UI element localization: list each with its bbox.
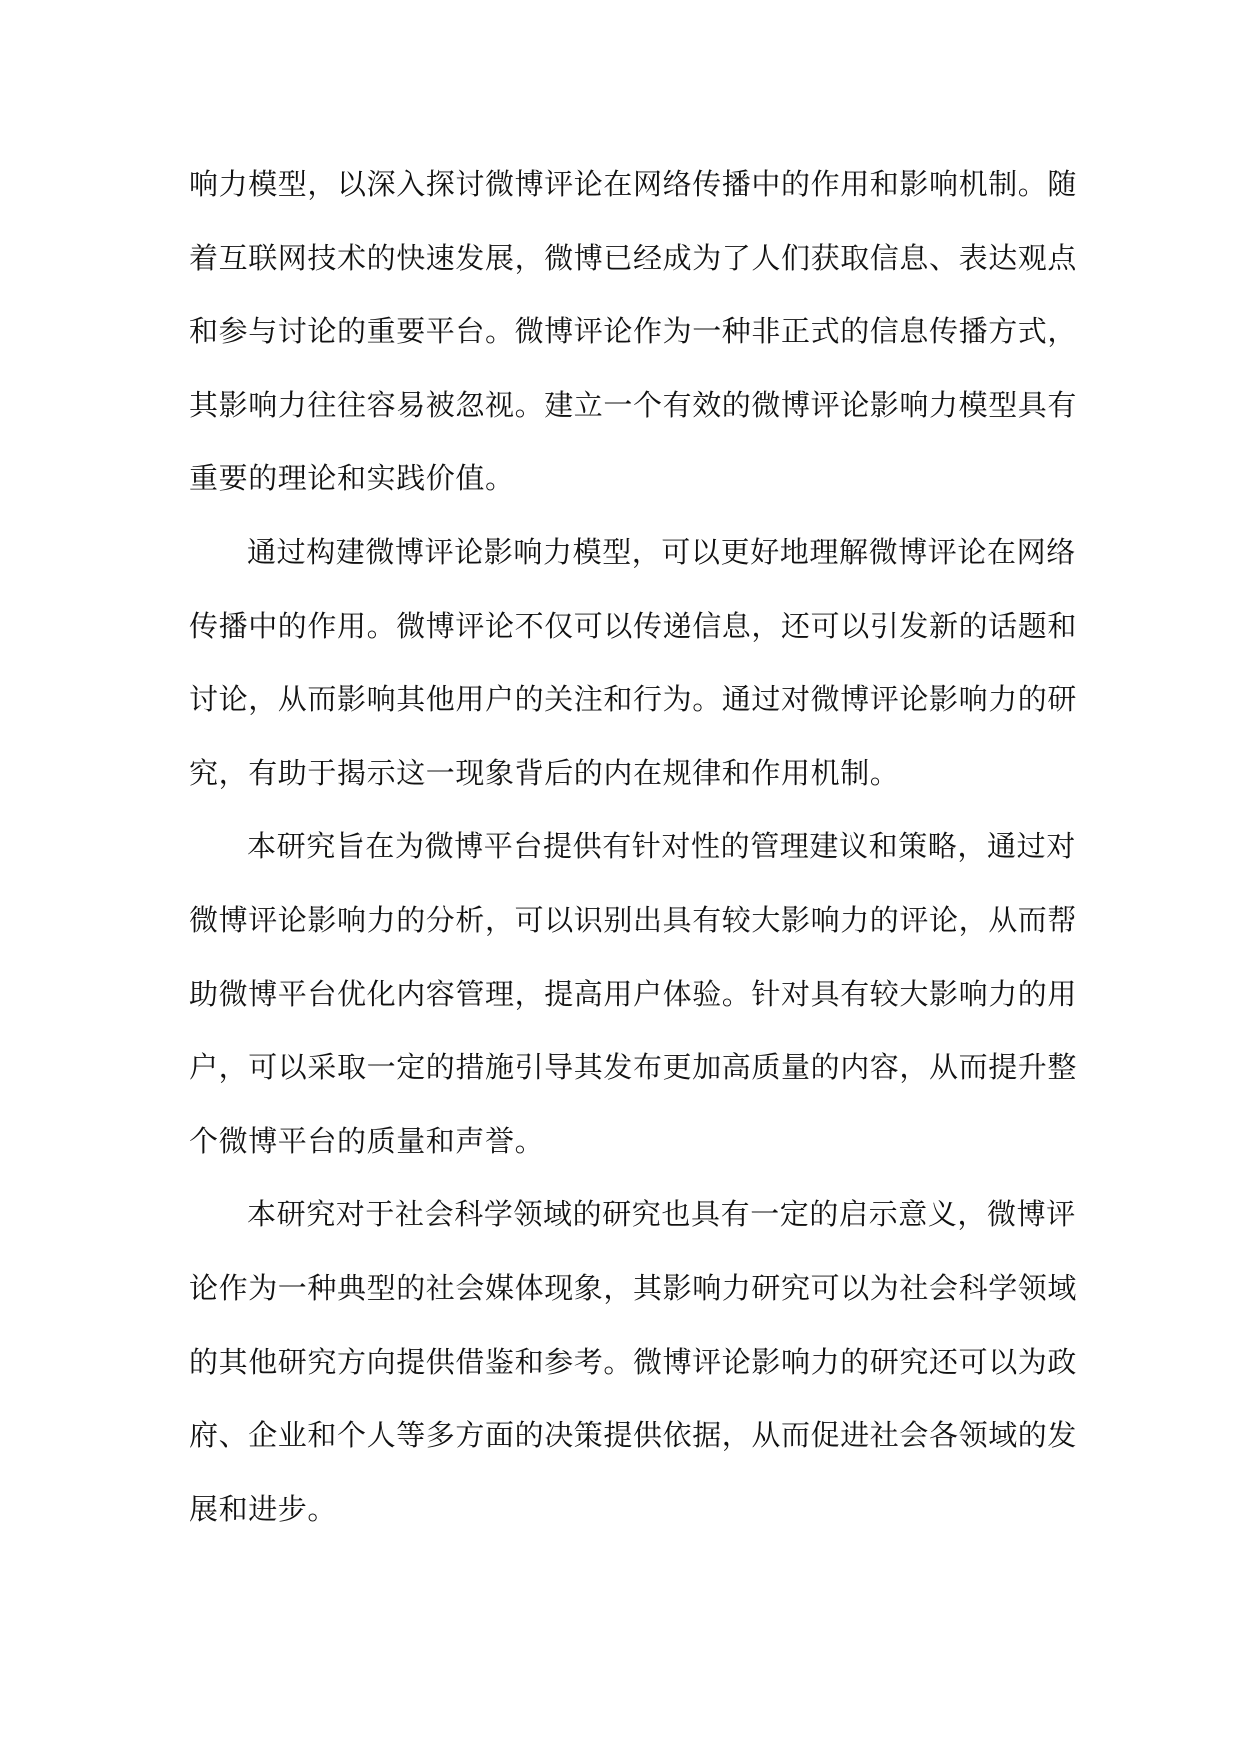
text-line: 究，有助于揭示这一现象背后的内在规律和作用机制。	[189, 755, 900, 790]
text-line: 通过构建微博评论影响力模型，可以更好地理解微博评论在网络	[247, 534, 1076, 569]
text-line: 微博评论影响力的分析，可以识别出具有较大影响力的评论，从而帮	[189, 902, 1078, 937]
text-line: 户，可以采取一定的措施引导其发布更加高质量的内容，从而提升整	[189, 1050, 1078, 1085]
text-line: 助微博平台优化内容管理，提高用户体验。针对具有较大影响力的用	[189, 976, 1078, 1011]
text-line: 响力模型，以深入探讨微博评论在网络传播中的作用和影响机制。随	[189, 167, 1078, 201]
text-line: 本研究旨在为微博平台提供有针对性的管理建议和策略，通过对	[247, 829, 1076, 864]
text-line: 个微博平台的质量和声誉。	[189, 1123, 545, 1158]
paragraph-2	[189, 516, 1078, 810]
text-line: 府、企业和个人等多方面的决策提供依据，从而促进社会各领域的发	[189, 1418, 1078, 1453]
text-line: 的其他研究方向提供借鉴和参考。微博评论影响力的研究还可以为政	[189, 1344, 1078, 1379]
text-line: 重要的理论和实践价值。	[189, 461, 515, 496]
text-line: 着互联网技术的快速发展，微博已经成为了人们获取信息、表达观点	[189, 240, 1078, 275]
paragraph-1	[189, 148, 1078, 516]
text-line: 传播中的作用。微博评论不仅可以传递信息，还可以引发新的话题和	[189, 608, 1078, 643]
text-line: 和参与讨论的重要平台。微博评论作为一种非正式的信息传播方式，	[189, 314, 1078, 349]
text-line: 展和进步。	[189, 1491, 338, 1526]
text-line: 讨论，从而影响其他用户的关注和行为。通过对微博评论影响力的研	[189, 682, 1078, 717]
paragraph-4	[189, 1178, 1078, 1546]
document-body	[189, 148, 1078, 1546]
text-line: 论作为一种典型的社会媒体现象，其影响力研究可以为社会科学领域	[189, 1270, 1078, 1305]
text-line: 其影响力往往容易被忽视。建立一个有效的微博评论影响力模型具有	[189, 387, 1078, 422]
text-line: 本研究对于社会科学领域的研究也具有一定的启示意义，微博评	[247, 1197, 1076, 1232]
paragraph-3	[189, 810, 1078, 1178]
